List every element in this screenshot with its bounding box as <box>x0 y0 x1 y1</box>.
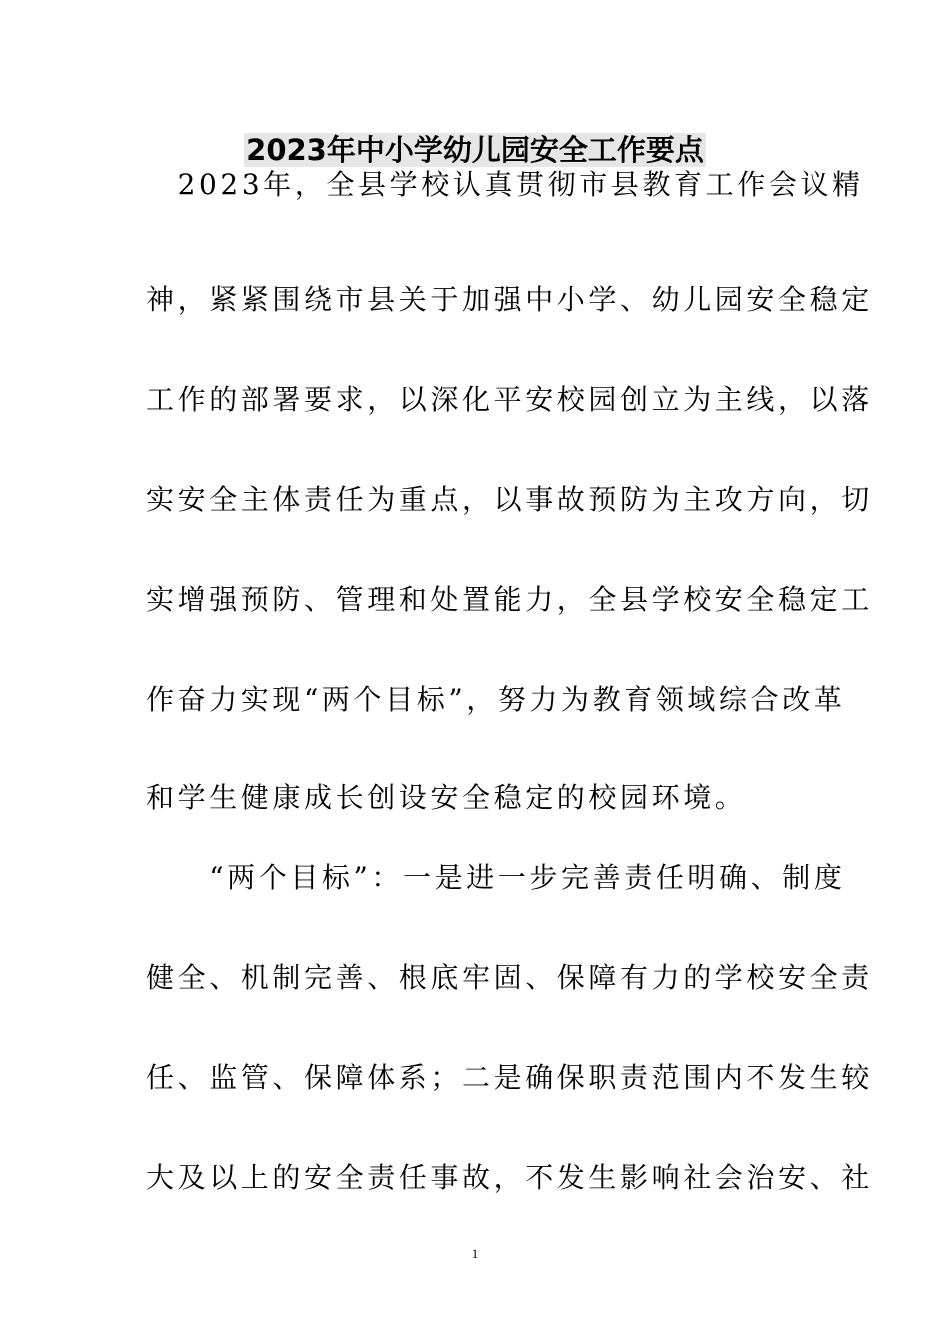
body-line: 作奋力实现“两个目标”，努力为教育领域综合改革 <box>146 683 846 716</box>
body-line: 实增强预防、管理和处置能力，全县学校安全稳定工 <box>146 583 873 616</box>
body-line: 健全、机制完善、根底牢固、保障有力的学校安全责 <box>146 961 873 994</box>
body-line: 工作的部署要求，以深化平安校园创立为主线，以落 <box>146 383 873 416</box>
body-line: 神，紧紧围绕市县关于加强中小学、幼儿园安全稳定 <box>146 283 873 316</box>
page-number: 1 <box>471 1246 479 1261</box>
body-line: “两个目标”：一是进一步完善责任明确、制度 <box>146 861 846 894</box>
body-line: 实安全主体责任为重点，以事故预防为主攻方向，切 <box>146 483 873 516</box>
document-title-text: 2023年中小学幼儿园安全工作要点 <box>246 133 704 167</box>
body-line: 大及以上的安全责任事故，不发生影响社会治安、社 <box>146 1161 873 1194</box>
body-line: 2023年，全县学校认真贯彻市县教育工作会议精 <box>146 168 864 201</box>
body-line: 和学生健康成长创设安全稳定的校园环境。 <box>146 781 747 814</box>
body-line: 任、监管、保障体系；二是确保职责范围内不发生较 <box>146 1061 873 1094</box>
